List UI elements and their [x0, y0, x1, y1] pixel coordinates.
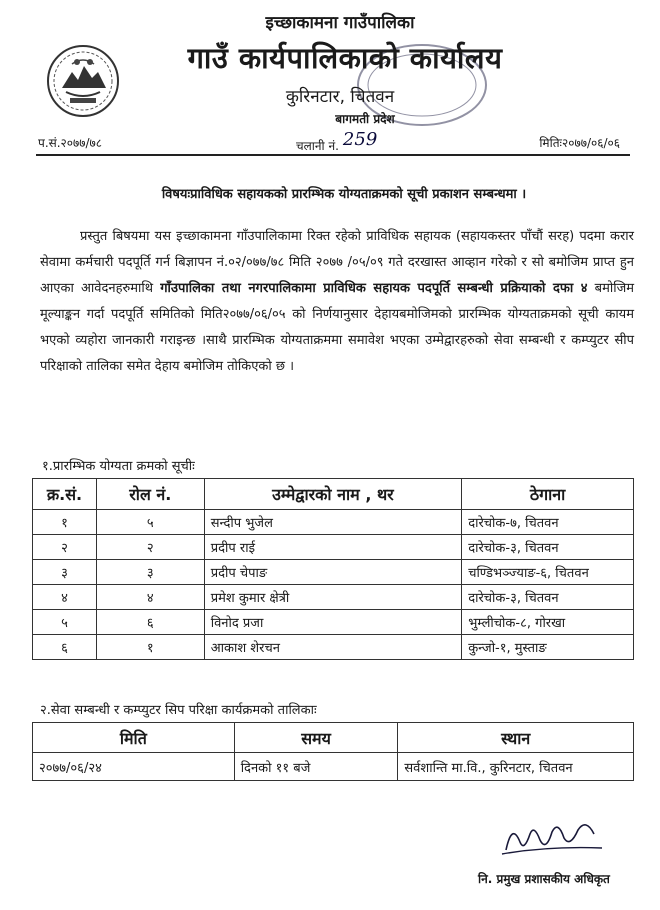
- section2-title: २.सेवा सम्बन्धी र कम्प्युटर सिप परिक्षा कार्यक्रमको तालिकाः: [40, 703, 317, 718]
- table-row: [33, 610, 634, 635]
- table-row: [33, 753, 634, 781]
- table-row: [33, 635, 634, 660]
- cell-roll: १: [96, 635, 204, 660]
- table-header-row: [33, 723, 634, 753]
- col-header-place: स्थान: [398, 723, 634, 753]
- cell-address: कुन्जो-१, मुस्ताङ: [462, 635, 634, 660]
- province-name: बागमती प्रदेश: [335, 112, 395, 126]
- table-row: [33, 585, 634, 610]
- table-row: [33, 510, 634, 535]
- col-header-name: उम्मेद्वारको नाम , थर: [204, 479, 461, 510]
- cell-place: सर्वशान्ति मा.वि., कुरिनटार, चितवन: [398, 753, 634, 781]
- col-header-sn: क्र.सं.: [33, 479, 97, 510]
- dispatch-number-group: [296, 129, 378, 155]
- col-header-roll: रोल नं.: [96, 479, 204, 510]
- office-location: कुरिनटार, चितवन: [285, 87, 395, 107]
- cell-address: दारेचोक-३, चितवन: [462, 585, 634, 610]
- ps-number: प.सं.२०७७/७८: [38, 136, 103, 150]
- cell-date: २०७७/०६/२४: [33, 753, 235, 781]
- cell-name: प्रमेश कुमार क्षेत्री: [204, 585, 461, 610]
- table-header-row: [33, 479, 634, 510]
- table-row: [33, 535, 634, 560]
- col-header-date: मिति: [33, 723, 235, 753]
- body-paragraph: [40, 224, 634, 380]
- cell-name: विनोद प्रजा: [204, 610, 461, 635]
- col-header-address: ठेगाना: [462, 479, 634, 510]
- cell-address: दारेचोक-३, चितवन: [462, 535, 634, 560]
- cell-time: दिनको ११ बजे: [234, 753, 398, 781]
- cell-sn: ६: [33, 635, 97, 660]
- cell-sn: ३: [33, 560, 97, 585]
- exam-schedule-table: [32, 722, 634, 781]
- municipality-name: इच्छाकामना गाउँपालिका: [265, 13, 415, 33]
- cell-address: भुम्लीचोक-८, गोरखा: [462, 610, 634, 635]
- cell-roll: ५: [96, 510, 204, 535]
- table-row: [33, 560, 634, 585]
- cell-address: दारेचोक-७, चितवन: [462, 510, 634, 535]
- office-title: गाउँ कार्यपालिकाको कार्यालय: [187, 41, 503, 75]
- cell-name: आकाश शेरचन: [204, 635, 461, 660]
- section1-title: १.प्रारम्भिक योग्यता क्रमको सूचीः: [42, 459, 195, 474]
- cell-sn: २: [33, 535, 97, 560]
- body-text-bold: गाँउपालिका तथा नगरपालिकामा प्राविधिक सहायक पदपूर्ति सम्बन्धी प्रक्रियाको दफा ४: [160, 281, 588, 296]
- cell-roll: ३: [96, 560, 204, 585]
- cell-name: प्रदीप राई: [204, 535, 461, 560]
- body-text-2: बमोजिम मूल्याङ्कन गर्दा पदपूर्ति समितिको मिति२०७७/०६/०५ को निर्णयानुसार देहायबमोजिमको प्रारम्भिक योग्यताक्रमको सूची कायम भएको व्यहोरा जानकारी गराइन्छ ।साथै प्रारम्भिक योग्यताक्रममा समावेश भएका उम्मेद्वारहरुको सेवा सम्बन्धी र कम्प्युटर सीप परिक्षाको तालिका समेत देहाय बमोजिम तोकिएको छ ।: [40, 281, 634, 374]
- cell-roll: ४: [96, 585, 204, 610]
- cell-roll: ६: [96, 610, 204, 635]
- cell-roll: २: [96, 535, 204, 560]
- letter-date: मितिः२०७७/०६/०६: [539, 136, 620, 150]
- cell-name: प्रदीप चेपाङ: [204, 560, 461, 585]
- cell-address: चण्डिभञ्ज्याङ-६, चितवन: [462, 560, 634, 585]
- signature-mark: [498, 812, 608, 862]
- body-text-1: प्रस्तुत बिषयमा यस इच्छाकामना गाँउपालिकामा रिक्त रहेको प्राविधिक सहायक (सहायकस्तर पाँचौं सरह) पदमा करार सेवामा कर्मचारी पदपूर्ति गर्न बिज्ञापन नं.०२/०७७/७८ मिति २०७७ /०५/०९ गते दरखास्त आव्हान गरेको र सो बमोजिम प्राप्त हुन आएका आवेदनहरुमाथि: [40, 229, 634, 296]
- cell-sn: ४: [33, 585, 97, 610]
- cell-sn: ५: [33, 610, 97, 635]
- dispatch-number: 259: [342, 129, 378, 150]
- cell-sn: १: [33, 510, 97, 535]
- signatory-title: नि. प्रमुख प्रशासकीय अधिकृत: [478, 872, 610, 886]
- dispatch-label: चलानी नं.: [296, 139, 339, 153]
- header-divider: [36, 154, 630, 156]
- col-header-time: समय: [234, 723, 398, 753]
- reference-row: [38, 129, 628, 153]
- merit-list-table: [32, 478, 634, 660]
- cell-name: सन्दीप भुजेल: [204, 510, 461, 535]
- subject-line: विषयःप्राविधिक सहायकको प्रारम्भिक योग्यताक्रमको सूची प्रकाशन सम्बन्धमा ।: [161, 187, 527, 202]
